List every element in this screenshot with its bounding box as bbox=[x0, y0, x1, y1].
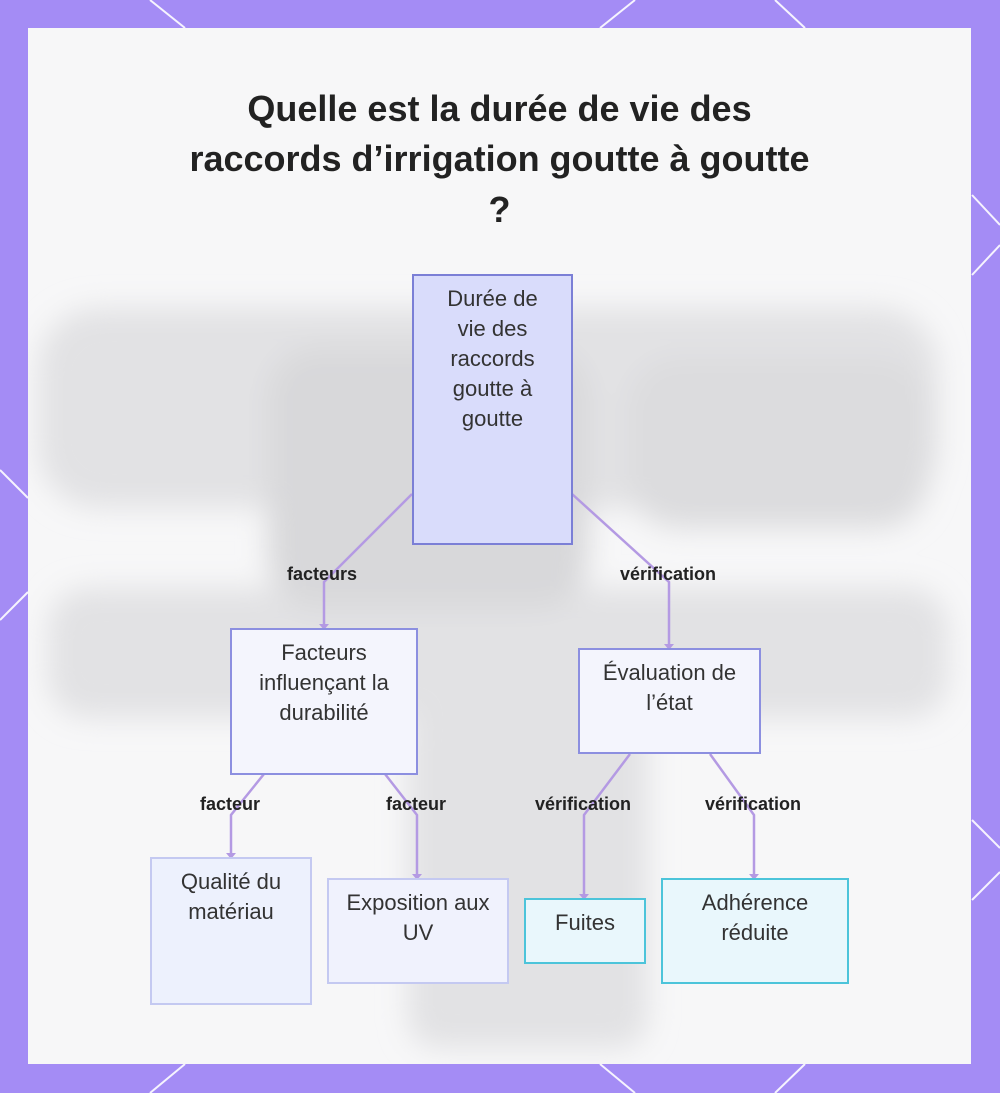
edge-label-facteurs: facteurs bbox=[286, 564, 358, 584]
node-evaluation bbox=[578, 648, 761, 754]
page-title: Quelle est la durée de vie des raccords d’irrigation goutte à goutte ? bbox=[189, 88, 810, 230]
node-adhesion-label: Adhérence réduite bbox=[701, 890, 809, 945]
node-leaks-label: Fuites bbox=[555, 910, 615, 935]
link-factors-material bbox=[231, 774, 264, 857]
edge-label-verification-adhesion: vérification bbox=[704, 794, 802, 814]
link-factors-uv bbox=[385, 774, 417, 878]
link-root-factors bbox=[324, 494, 412, 628]
edge-label-facteur-material: facteur bbox=[199, 794, 261, 814]
edge-label-facteur-uv: facteur bbox=[385, 794, 447, 814]
node-evaluation-label: Évaluation de l’état bbox=[602, 660, 737, 715]
node-factors-label: Facteurs influençant la durabilité bbox=[259, 640, 389, 725]
node-material-label: Qualité du matériau bbox=[180, 869, 282, 924]
node-uv bbox=[327, 878, 509, 984]
edge-label-verification-leaks: vérification bbox=[534, 794, 632, 814]
node-material bbox=[150, 857, 312, 1005]
node-uv-label: Exposition aux UV bbox=[346, 890, 490, 945]
node-factors bbox=[230, 628, 418, 775]
node-root-label: Durée de vie des raccords goutte à goutte bbox=[447, 286, 538, 431]
link-evaluation-adhesion bbox=[710, 754, 754, 878]
link-evaluation-leaks bbox=[584, 754, 630, 898]
edge-label-verification-root: vérification bbox=[619, 564, 717, 584]
node-root bbox=[412, 274, 573, 545]
node-adhesion bbox=[661, 878, 849, 984]
node-leaks bbox=[524, 898, 646, 964]
